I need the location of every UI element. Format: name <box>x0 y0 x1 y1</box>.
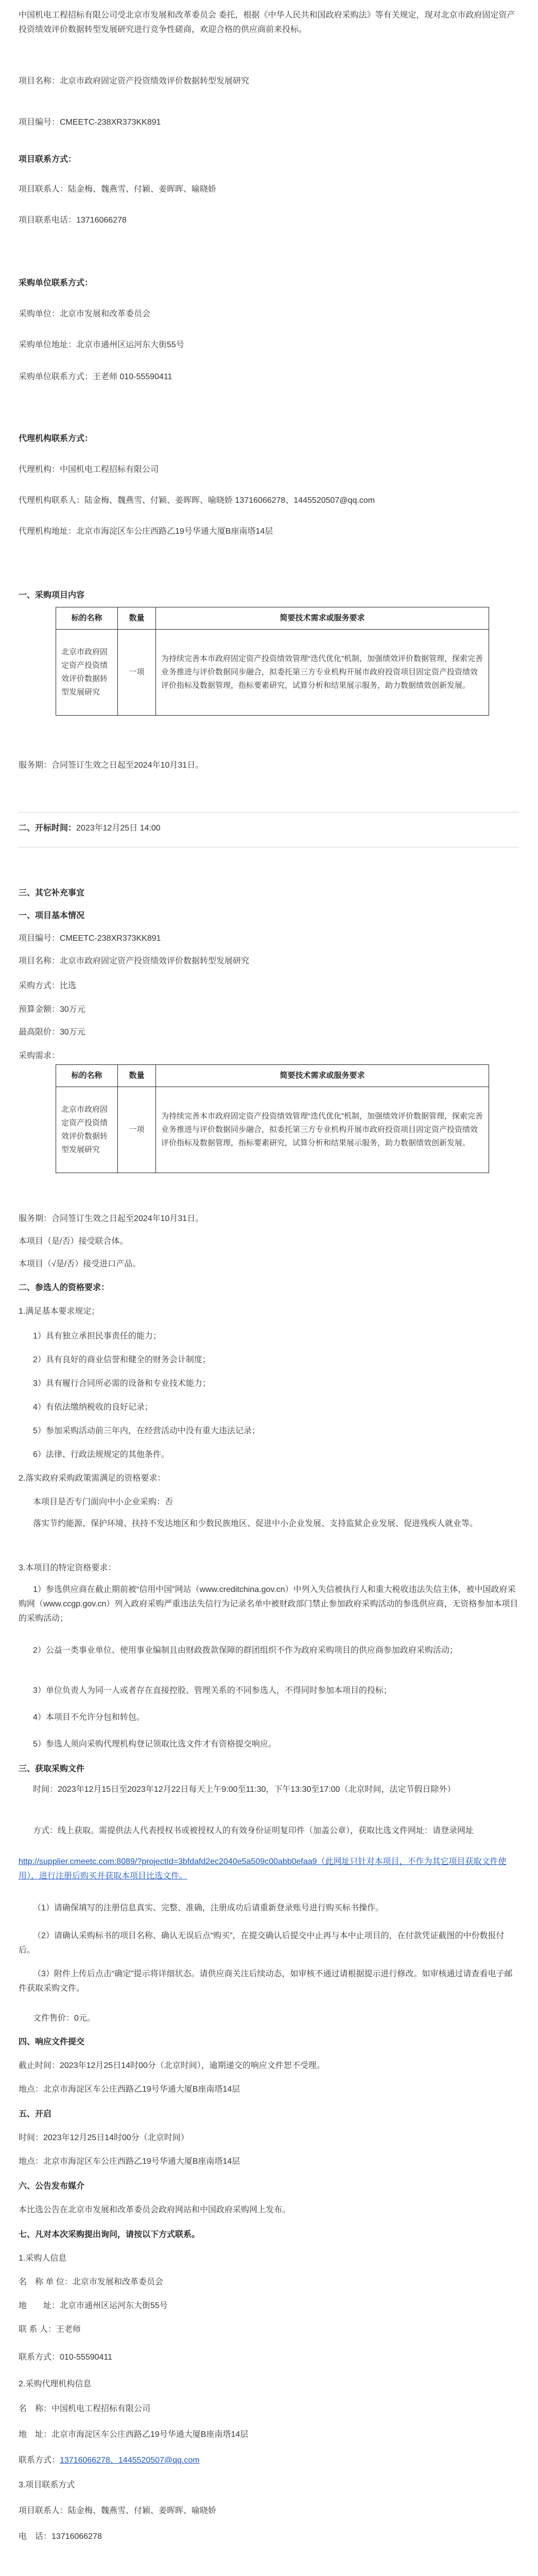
requirements-table-1 <box>56 607 489 716</box>
qual-extra: 2）公益一类事业单位、使用事业编制且由财政拨款保障的群团组织不作为政府采购项目的供应商参加政府采购活动； <box>33 1646 458 1655</box>
doc-method: 方式：线上获取。需提供法人代表授权书或被授权人的有效身份证明复印件（加盖公章），获取比选文件网址：请登录网址 <box>33 1826 474 1835</box>
divider <box>19 847 519 848</box>
project-info-title: 3.项目联系方式 <box>19 2481 75 2489</box>
agent-contact: 代理机构联系人：陆金梅、魏燕雪、付颖、姜晖晖、喻晓娇 13716066278、1445520507@qq.com <box>19 496 375 505</box>
doc-time: 时间：2023年12月15日至2023年12月22日每天上午9:00至11:30，下午13:30至17:00（北京时间，法定节假日除外） <box>33 1785 456 1794</box>
s3-project-name: 项目名称：北京市政府固定资产投资绩效评价数据转型发展研究 <box>19 957 250 965</box>
qual-item: 4）有依法缴纳税收的良好记录； <box>33 1403 153 1412</box>
submit-title: 四、响应文件提交 <box>19 2038 85 2046</box>
agent-info-contact-link[interactable]: 13716066278、1445520507@qq.com <box>60 2456 200 2465</box>
buyer-info-address: 地 址：北京市通州区运河东大街55号 <box>19 2301 168 2310</box>
budget-amount: 预算金额：30万元 <box>19 1005 85 1014</box>
opening-time <box>19 821 161 833</box>
buyer-info-person: 联 系 人：王老师 <box>19 2325 81 2334</box>
basic-info-title: 一、项目基本情况 <box>19 911 85 920</box>
buyer-info-phone: 联系方式：010-55590411 <box>19 2353 113 2362</box>
cell-requirement: 为持续完善本市政府固定资产投资绩效管理“迭代优化”机制，加强绩效评价数据管理，探索完善业务推进与评价数据同步融合，拟委托第三方专业机构开展市政府投资项目固定资产投资绩效评价指标及数据管理，指标要素研究，试算分析和结果展示服务，助力数据绩效创新发展。 <box>156 630 489 716</box>
qual-item: 1.满足基本要求规定； <box>19 1307 100 1316</box>
opening-title: 五、开启 <box>19 2110 52 2119</box>
opening-time-value: 2023年12月25日 14:00 <box>76 824 161 833</box>
header-requirement: 简要技术需求或服务要求 <box>156 607 489 630</box>
submit-deadline: 截止时间：2023年12月25日14时00分（北京时间），逾期递交的响应文件恕不受理。 <box>19 2061 325 2070</box>
project-contact-person: 项目联系人：陆金梅、魏燕雪、付颖、姜晖晖、喻晓娇 <box>19 185 217 194</box>
max-price: 最高限价：30万元 <box>19 1028 85 1037</box>
requirements-table-2 <box>56 1064 489 1173</box>
project-number: 项目编号：CMEETC-238XR373KK891 <box>19 118 161 127</box>
buyer-title: 采购单位联系方式： <box>19 279 93 287</box>
s3-project-number: 项目编号：CMEETC-238XR373KK891 <box>19 934 161 943</box>
joint-bid: 本项目（是/否）接受联合体。 <box>19 1237 128 1246</box>
header-requirement: 简要技术需求或服务要求 <box>156 1065 489 1087</box>
section-3-title: 三、其它补充事宜 <box>19 889 85 897</box>
doc-note: （1）请确保填写的注册信息真实、完整、准确，注册成功后请重新登录账号进行购买标书操作。 <box>33 1904 384 1912</box>
cell-quantity: 一项 <box>118 1087 156 1173</box>
demand-label: 采购需求： <box>19 1052 60 1060</box>
section-2-title: 二、开标时间： <box>19 824 77 833</box>
qual-item: 1）具有独立承担民事责任的能力； <box>33 1332 161 1341</box>
project-info-phone: 电 话：13716066278 <box>19 2532 102 2541</box>
doc-note: （2）请确认采购标书的项目名称、确认无误后点“购买”，在提交确认后提交中止再与本中止项目的，在付款凭证截图的中份数报付后。 <box>19 1931 505 1955</box>
agent-title: 代理机构联系方式： <box>19 434 93 443</box>
project-info-person: 项目联系人：陆金梅、魏燕雪、付颖、姜晖晖、喻晓娇 <box>19 2506 217 2515</box>
project-contact-title: 项目联系方式： <box>19 155 77 164</box>
qual-item: 6）法律、行政法规规定的其他条件。 <box>33 1450 169 1459</box>
cell-item-name: 北京市政府固定资产投资绩效评价数据转型发展研究 <box>56 1087 118 1173</box>
intro-paragraph: 中国机电工程招标有限公司受北京市发展和改革委员会 委托，根据《中华人民共和国政府采购法》等有关规定，现对北京市政府固定资产投资绩效评价数据转型发展研究进行竞争性磋商，欢迎合格的供应商前来投标。 <box>19 11 515 34</box>
doc-price: 文件售价：0元。 <box>33 2014 95 2023</box>
doc-url-link[interactable]: http://supplier.cmeetc.com:8089/?projectId=3bfdafd2ec2040e5a509c00abb0efaa9（此网址只针对本项目，不作为其它项目获取文件使用），进行注册后购买并获取本项目比选文件。 <box>19 1857 507 1880</box>
get-doc-title: 三、获取采购文件 <box>19 1765 85 1773</box>
qual-item: 3）具有履行合同所必需的设备和专业技术能力； <box>33 1379 211 1388</box>
header-item-name: 标的名称 <box>56 1065 118 1087</box>
doc-note: （3）附件上传后点击“确定”提示将详细状态。请供应商关注后续动态，如审核不通过请根据提示进行修改。如审核通过请查看电子邮件获取采购文件。 <box>19 1970 513 1993</box>
procurement-method: 采购方式：比选 <box>19 981 77 990</box>
qual-item: 2.落实政府采购政策需满足的资格要求： <box>19 1474 166 1483</box>
cell-requirement: 为持续完善本市政府固定资产投资绩效管理“迭代优化”机制，加强绩效评价数据管理，探索完善业务推进与评价数据同步融合，拟委托第三方专业机构开展市政府投资项目固定资产投资绩效评价指标及数据管理，指标要素研究，试算分析和结果展示服务，助力数据绩效创新发展。 <box>156 1087 489 1173</box>
project-contact-phone: 项目联系电话：13716066278 <box>19 216 127 225</box>
table-header-row <box>56 607 489 630</box>
header-quantity: 数量 <box>118 1065 156 1087</box>
qual-item: 落实节约能源、保护环境、扶持不发达地区和少数民族地区、促进中小企业发展、支持监狱企业发展、促进残疾人就业等。 <box>33 1519 478 1528</box>
cell-quantity: 一项 <box>118 630 156 716</box>
cell-item-name: 北京市政府固定资产投资绩效评价数据转型发展研究 <box>56 630 118 716</box>
credit-requirement: 1）参选供应商在截止期前被“信用中国”网站（www.creditchina.gov.cn）中列入失信被执行人和重大税收违法失信主体，被中国政府采购网（www.ccgp.gov.cn）列入政府采购严重违法失信行为记录名单中被财政部门禁止参加政府采购活动的参选供应商，无资格参加本项目的采购活动； <box>19 1585 518 1623</box>
agent-info-name: 名 称：中国机电工程招标有限公司 <box>19 2404 151 2413</box>
qual-extra: 3）单位负责人为同一人或者存在直接控股、管理关系的不同参选人，不得同时参加本项目的投标； <box>33 1686 392 1695</box>
agent-info-title: 2.采购代理机构信息 <box>19 2380 92 2388</box>
qual-extra: 4）本项目不允许分包和转包。 <box>33 1713 145 1722</box>
agent-address: 代理机构地址：北京市海淀区车公庄西路乙19号华通大厦B座南塔14层 <box>19 527 273 536</box>
agent-info-contact <box>19 2453 200 2465</box>
section-1-title: 一、采购项目内容 <box>19 591 85 600</box>
buyer-address: 采购单位地址：北京市通州区运河东大街55号 <box>19 341 184 349</box>
table-row <box>56 1087 489 1173</box>
import-products: 本项目（√是/否）接受进口产品。 <box>19 1260 141 1268</box>
submit-place: 地点：北京市海淀区车公庄西路乙19号华通大厦B座南塔14层 <box>19 2085 240 2094</box>
service-period-1: 服务期：合同签订生效之日起至2024年10月31日。 <box>19 761 204 770</box>
qual-item: 3.本项目的特定资格要求： <box>19 1564 116 1572</box>
agent-info-address: 地 址：北京市海淀区车公庄西路乙19号华通大厦B座南塔14层 <box>19 2430 249 2439</box>
buyer-name: 采购单位：北京市发展和改革委员会 <box>19 310 151 318</box>
table-header-row <box>56 1065 489 1087</box>
contact-section-title: 七、凡对本次采购提出询问，请按以下方式联系。 <box>19 2230 200 2239</box>
doc-url <box>19 1855 519 1884</box>
qual-item: 本项目是否专门面向中小企业采购：否 <box>33 1498 173 1506</box>
opening-place: 地点：北京市海淀区车公庄西路乙19号华通大厦B座南塔14层 <box>19 2157 240 2166</box>
header-item-name: 标的名称 <box>56 607 118 630</box>
qual-item: 5）参加采购活动前三年内，在经营活动中没有重大违法记录； <box>33 1427 260 1435</box>
table-row <box>56 630 489 716</box>
agent-info-contact-label: 联系方式： <box>19 2456 60 2465</box>
project-name: 项目名称：北京市政府固定资产投资绩效评价数据转型发展研究 <box>19 77 250 86</box>
buyer-info-name: 名 称 单 位：北京市发展和改革委员会 <box>19 2278 163 2286</box>
header-quantity: 数量 <box>118 607 156 630</box>
qual-extra: 5）参选人须向采购代理机构登记领取比选文件才有资格提交响应。 <box>33 1740 276 1749</box>
service-period-2: 服务期：合同签订生效之日起至2024年10月31日。 <box>19 1214 204 1223</box>
media-title: 六、公告发布媒介 <box>19 2182 85 2191</box>
buyer-contact: 采购单位联系方式：王老师 010-55590411 <box>19 372 172 381</box>
agent-name: 代理机构：中国机电工程招标有限公司 <box>19 465 159 474</box>
media-text: 本比选公告在北京市发展和改革委员会政府网站和中国政府采购网上发布。 <box>19 2206 291 2214</box>
opening-time-detail: 时间：2023年12月25日14时00分（北京时间） <box>19 2133 189 2142</box>
buyer-info-title: 1.采购人信息 <box>19 2254 67 2263</box>
qualification-title: 二、参选人的资格要求： <box>19 1283 110 1292</box>
qual-item: 2）具有良好的商业信誉和健全的财务会计制度； <box>33 1355 211 1364</box>
